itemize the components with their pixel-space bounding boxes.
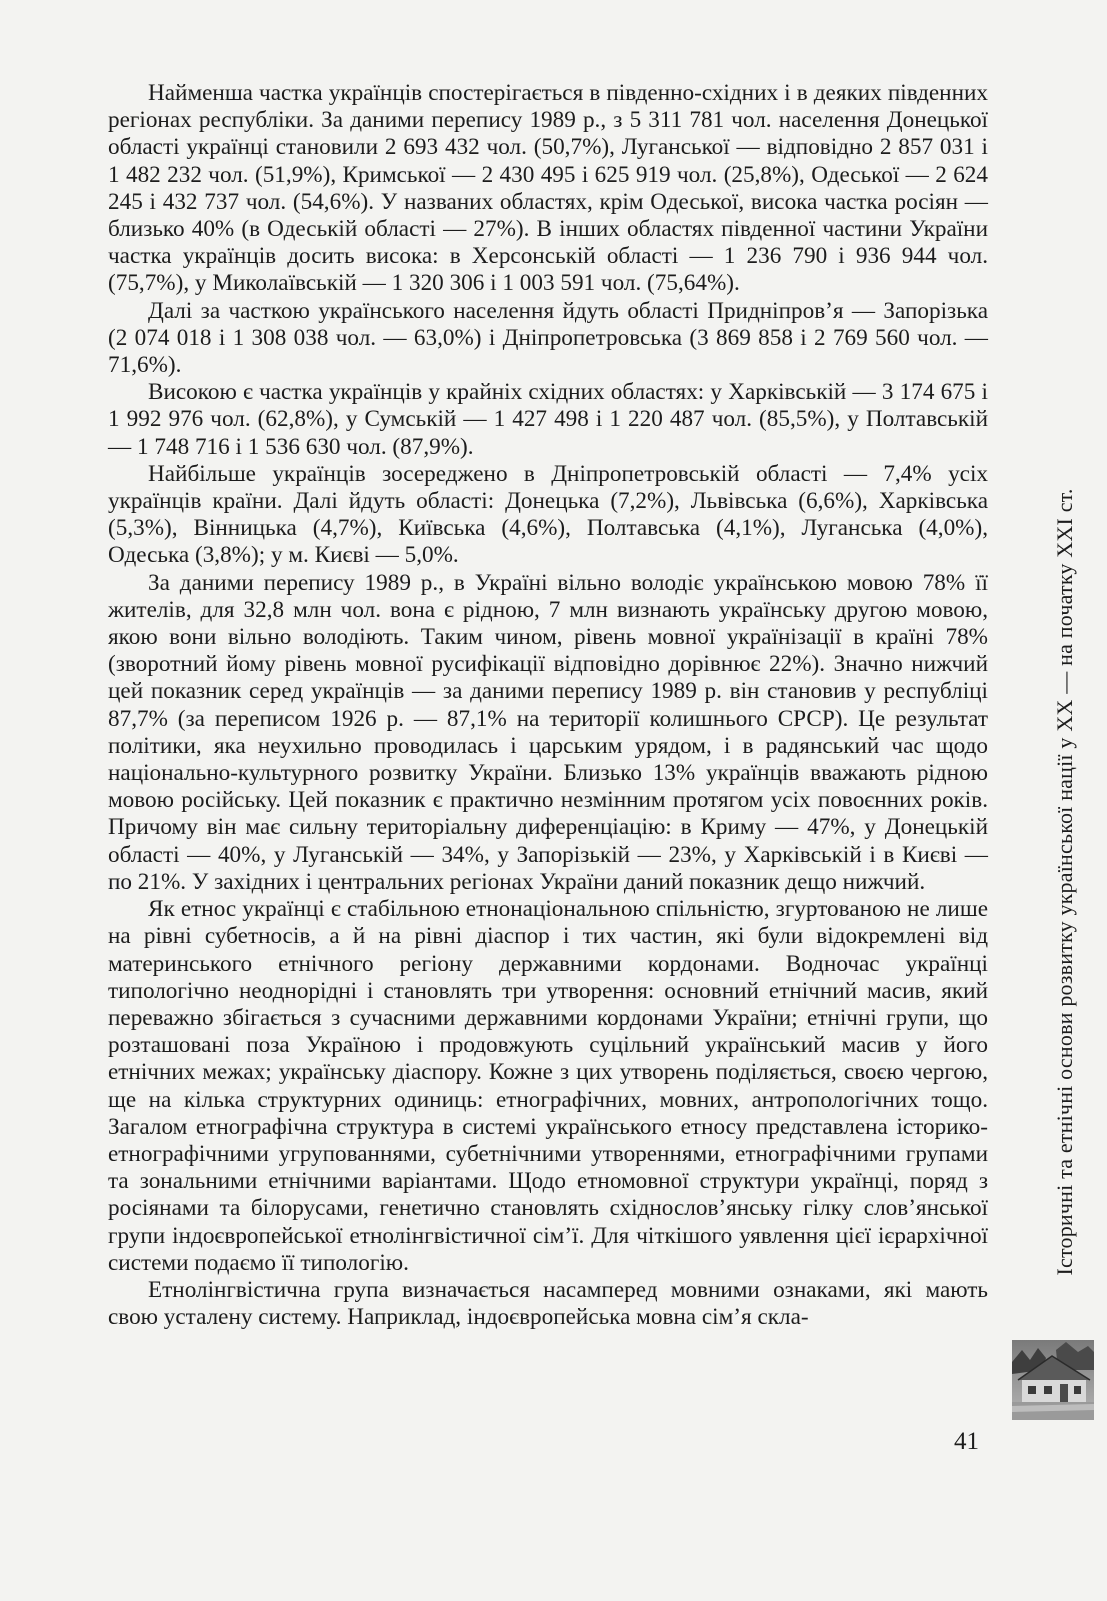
- paragraph: Далі за часткою українського населення йдуть області Придніпров’я — Запорізька (2 074 018 і 1 308 038 чол. — 63,0%) і Дніпропетровська (3 869 858 і 2 769 560 чол. — 71,6%).: [108, 297, 988, 379]
- paragraph: Найбільше українців зосереджено в Дніпропетровській області — 7,4% усіх українців країни. Далі йдуть області: Донецька (7,2%), Львівська (6,6%), Харківська (5,3%), Вінницька (4,7%), Київська (4,6%), Полтавська (4,1%), Луганська (4,0%), Одеська (3,8%); у м. Києві — 5,0%.: [108, 460, 988, 569]
- page-number: 41: [954, 1428, 979, 1455]
- village-house-thumbnail: [1012, 1340, 1094, 1420]
- paragraph: Як етнос українці є стабільною етнонаціональною спільністю, згуртованою не лише на рівні субетносів, а й на рівні діаспор і тих частин, які були відокремлені від материнського етнічного регіону державними кордонами. Водночас українці типологічно неоднорідні і становлять три утворення: основний етнічний масив, який переважно збігається з сучасними державними кордонами України; етнічні групи, що розташовані поза Україною і продовжують суцільний український масив у його етнічних межах; українську діаспору. Кожне з цих утворень поділяється, своєю чергою, ще на кілька структурних одиниць: етнографічних, мовних, антропологічних тощо. Загалом етнографічна структура в системі українського етносу представлена історико-етнографічними угрупованнями, субетнічними утвореннями, етнографічними групами та зональними етнічними варіантами. Щодо етномовної структури українці, поряд з росіянами та білорусами, генетично становлять східнослов’янську гілку слов’янської групи індоєвропейської етнолінгвістичної сім’ї. Для чіткішого уявлення цієї ієрархічної системи подаємо її типологію.: [108, 896, 988, 1276]
- house-icon: [1012, 1340, 1094, 1420]
- paragraph: Найменша частка українців спостерігається в південно-східних і в деяких південних регіонах республіки. За даними перепису 1989 р., з 5 311 781 чол. населення Донецької області українці становили 2 693 432 чол. (50,7%), Луганської — відповідно 2 857 031 і 1 482 232 чол. (51,9%), Кримської — 2 430 495 і 625 919 чол. (25,8%), Одеської — 2 624 245 і 432 737 чол. (54,6%). У названих областях, крім Одеської, висока частка росіян — близько 40% (в Одеській області — 27%). В інших областях південної частини України частка українців досить висока: в Херсонській області — 1 236 790 і 936 944 чол. (75,7%), у Миколаївській — 1 320 306 і 1 003 591 чол. (75,64%).: [108, 80, 988, 297]
- page-body: [108, 80, 988, 1331]
- paragraph: За даними перепису 1989 р., в Україні вільно володіє українською мовою 78% її жителів, для 32,8 млн чол. вона є рідною, 7 млн визнають українську другою мовою, якою вони вільно володіють. Таким чином, рівень мовної українізації в країні 78% (зворотний йому рівень мовної русифікації відповідно дорівнює 22%). Значно нижчий цей показник серед українців — за даними перепису 1989 р. він становив у республіці 87,7% (за переписом 1926 р. — 87,1% на території колишнього СРСР). Це результат політики, яка неухильно проводилась і царським урядом, і в радянський час щодо національно-культурного розвитку України. Близько 13% українців вважають рідною мовою російську. Цей показник є практично незмінним протягом усіх повоєнних років. Причому він має сильну територіальну диференціацію: в Криму — 47%, у Донецькій області — 40%, у Луганській — 34%, у Запорізькій — 23%, у Харківській і в Києві — по 21%. У західних і центральних регіонах України даний показник дещо нижчий.: [108, 569, 988, 895]
- paragraph: Етнолінгвістична група визначається насамперед мовними ознаками, які мають свою усталену систему. Наприклад, індоєвропейська мовна сім’я скла-: [108, 1276, 988, 1331]
- paragraph: Високою є частка українців у крайніх східних областях: у Харківській — 3 174 675 і 1 992 976 чол. (62,8%), у Сумській — 1 427 498 і 1 220 487 чол. (85,5%), у Полтавській — 1 748 716 і 1 536 630 чол. (87,9%).: [108, 379, 988, 460]
- running-head-text: Історичні та етнічні основи розвитку української нації у XX — на початку XXI ст.: [1052, 488, 1077, 1276]
